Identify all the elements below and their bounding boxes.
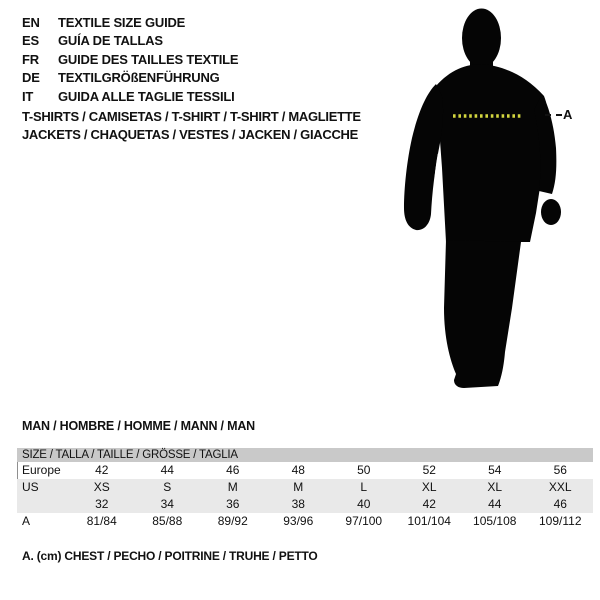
- table-cell: 42: [422, 497, 436, 511]
- size-table: [17, 448, 593, 530]
- language-code: ES: [22, 33, 39, 49]
- table-row: [17, 479, 593, 496]
- table-cell: 50: [357, 463, 371, 477]
- table-cell: 36: [226, 497, 240, 511]
- table-cell: 85/88: [152, 514, 183, 528]
- table-cell: 32: [95, 497, 109, 511]
- table-cell: 93/96: [283, 514, 314, 528]
- language-row: [22, 13, 238, 32]
- language-row: [22, 32, 238, 51]
- man-silhouette: [404, 9, 561, 389]
- language-row: [22, 50, 238, 69]
- language-code: DE: [22, 70, 40, 86]
- table-cell: 38: [291, 497, 305, 511]
- language-label: GUÍA DE TALLAS: [58, 33, 163, 49]
- table-cell: XL: [421, 480, 437, 494]
- table-cell: 40: [357, 497, 371, 511]
- table-cell: 109/112: [539, 514, 582, 528]
- category-line: T-SHIRTS / CAMISETAS / T-SHIRT / T-SHIRT / MAGLIETTE: [22, 109, 361, 124]
- table-cell: 52: [422, 463, 436, 477]
- table-cell: 56: [553, 463, 567, 477]
- category-list: [22, 108, 361, 144]
- table-cell: 46: [553, 497, 567, 511]
- table-cell: L: [360, 480, 368, 494]
- table-cell: 44: [488, 497, 502, 511]
- measurement-footnote: A. (cm) CHEST / PECHO / POITRINE / TRUHE / PETTO: [22, 549, 318, 563]
- section-title: MAN / HOMBRE / HOMME / MANN / MAN: [22, 419, 255, 433]
- language-label: GUIDE DES TAILLES TEXTILE: [58, 51, 239, 67]
- table-cell: 81/84: [86, 514, 117, 528]
- table-cell: 42: [95, 463, 109, 477]
- table-cell: 44: [160, 463, 174, 477]
- language-label: GUIDA ALLE TAGLIE TESSILI: [58, 88, 235, 104]
- table-row-label: [17, 496, 69, 513]
- table-cell: 89/92: [217, 514, 248, 528]
- measurement-leader-dashes: [545, 114, 562, 116]
- table-cell: 101/104: [407, 514, 451, 528]
- language-row: [22, 69, 238, 88]
- size-table-header: SIZE / TALLA / TAILLE / GRÖSSE / TAGLIA: [17, 448, 593, 462]
- language-code: EN: [22, 14, 40, 30]
- table-row-label: US: [22, 480, 39, 494]
- table-cell: XS: [93, 480, 110, 494]
- table-row: [17, 496, 593, 513]
- table-cell: S: [163, 480, 172, 494]
- table-cell: 105/108: [473, 514, 517, 528]
- table-cell: 54: [488, 463, 502, 477]
- category-line: JACKETS / CHAQUETAS / VESTES / JACKEN / GIACCHE: [22, 127, 358, 142]
- table-row: [17, 513, 593, 530]
- table-cell: 34: [160, 497, 174, 511]
- table-cell: XXL: [548, 480, 572, 494]
- table-cell: XL: [487, 480, 503, 494]
- table-row-label: A: [22, 514, 31, 528]
- table-row: [17, 462, 593, 479]
- language-row: [22, 87, 238, 106]
- language-list: [22, 13, 238, 106]
- language-code: FR: [22, 51, 39, 67]
- language-label: TEXTILE SIZE GUIDE: [58, 14, 186, 30]
- table-cell: M: [227, 480, 238, 494]
- language-label: TEXTILGRÖßENFÜHRUNG: [58, 70, 220, 86]
- measurement-label-a: A: [563, 107, 573, 122]
- size-table-body: [17, 462, 593, 530]
- table-cell: 97/100: [345, 514, 383, 528]
- man-silhouette-figure: [402, 8, 583, 393]
- table-cell: 48: [291, 463, 305, 477]
- table-cell: 46: [226, 463, 240, 477]
- table-row-label: Europe: [22, 463, 61, 477]
- language-code: IT: [22, 88, 34, 104]
- table-cell: M: [293, 480, 304, 494]
